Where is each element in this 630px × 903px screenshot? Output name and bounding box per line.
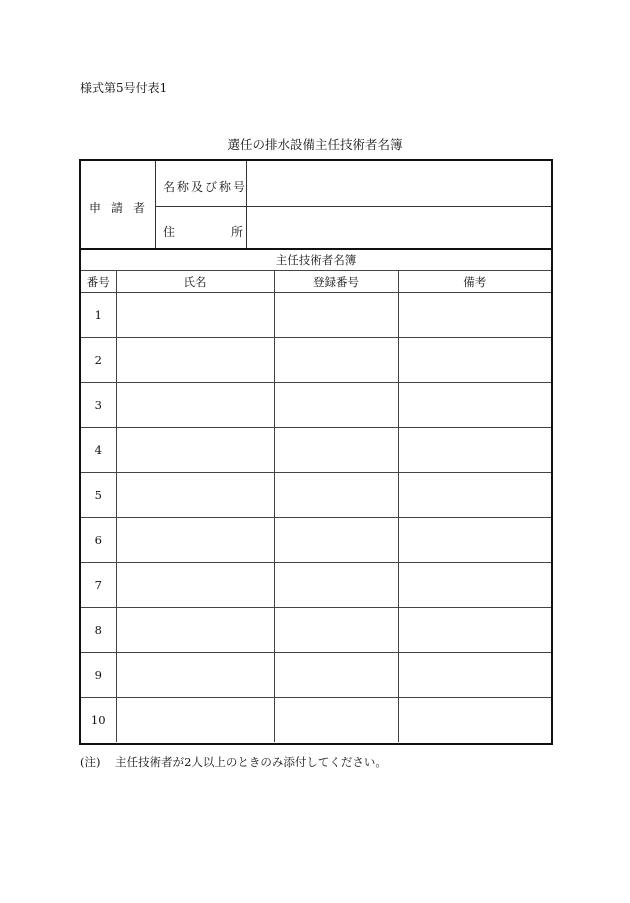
document-title: 選任の排水設備主任技術者名簿 bbox=[227, 137, 403, 152]
registration-cell[interactable] bbox=[274, 383, 398, 428]
registration-cell[interactable] bbox=[274, 428, 398, 473]
name-cell[interactable] bbox=[116, 698, 274, 743]
column-header-name: 氏名 bbox=[116, 271, 274, 293]
divider bbox=[156, 206, 551, 207]
applicant-box bbox=[79, 159, 553, 250]
remarks-cell[interactable] bbox=[398, 293, 551, 338]
divider bbox=[246, 161, 247, 248]
applicant-label: 申請者 bbox=[89, 201, 156, 215]
table-row bbox=[81, 428, 551, 473]
remarks-cell[interactable] bbox=[398, 383, 551, 428]
table-row bbox=[81, 698, 551, 743]
row-number: 9 bbox=[81, 653, 116, 698]
name-cell[interactable] bbox=[116, 473, 274, 518]
row-number: 3 bbox=[81, 383, 116, 428]
registration-cell[interactable] bbox=[274, 653, 398, 698]
table-row bbox=[81, 473, 551, 518]
column-header-number: 番号 bbox=[81, 271, 116, 293]
row-number: 8 bbox=[81, 608, 116, 653]
row-number: 5 bbox=[81, 473, 116, 518]
table-row bbox=[81, 608, 551, 653]
name-cell[interactable] bbox=[116, 293, 274, 338]
address-label-right: 所 bbox=[230, 225, 243, 239]
row-number: 2 bbox=[81, 338, 116, 383]
footnote-prefix: (注) bbox=[80, 755, 101, 769]
table-row bbox=[81, 518, 551, 563]
name-cell[interactable] bbox=[116, 383, 274, 428]
column-header-registration: 登録番号 bbox=[274, 271, 398, 293]
name-label: 名称及び称号 bbox=[163, 180, 248, 194]
address-label bbox=[163, 223, 243, 240]
name-cell[interactable] bbox=[116, 518, 274, 563]
register-table bbox=[79, 250, 553, 745]
name-cell[interactable] bbox=[116, 653, 274, 698]
row-number: 4 bbox=[81, 428, 116, 473]
footnote-text: 主任技術者が2人以上のときのみ添付してください。 bbox=[115, 755, 387, 769]
remarks-cell[interactable] bbox=[398, 698, 551, 743]
remarks-cell[interactable] bbox=[398, 563, 551, 608]
name-cell[interactable] bbox=[116, 428, 274, 473]
name-cell[interactable] bbox=[116, 338, 274, 383]
address-label-left: 住 bbox=[163, 225, 176, 239]
registration-cell[interactable] bbox=[274, 293, 398, 338]
name-cell[interactable] bbox=[116, 608, 274, 653]
row-number: 10 bbox=[81, 698, 116, 743]
remarks-cell[interactable] bbox=[398, 653, 551, 698]
name-cell[interactable] bbox=[116, 563, 274, 608]
table-row bbox=[81, 383, 551, 428]
registration-cell[interactable] bbox=[274, 608, 398, 653]
remarks-cell[interactable] bbox=[398, 473, 551, 518]
remarks-cell[interactable] bbox=[398, 518, 551, 563]
table-row bbox=[81, 653, 551, 698]
form-number: 様式第5号付表1 bbox=[80, 81, 168, 95]
table-row bbox=[81, 293, 551, 338]
row-number: 6 bbox=[81, 518, 116, 563]
registration-cell[interactable] bbox=[274, 518, 398, 563]
divider bbox=[155, 161, 156, 248]
register-title: 主任技術者名簿 bbox=[81, 250, 551, 271]
remarks-cell[interactable] bbox=[398, 338, 551, 383]
registration-cell[interactable] bbox=[274, 473, 398, 518]
registration-cell[interactable] bbox=[274, 563, 398, 608]
footnote bbox=[80, 754, 387, 770]
column-header-remarks: 備考 bbox=[398, 271, 551, 293]
registration-cell[interactable] bbox=[274, 338, 398, 383]
remarks-cell[interactable] bbox=[398, 428, 551, 473]
table-row bbox=[81, 563, 551, 608]
table-row bbox=[81, 338, 551, 383]
registration-cell[interactable] bbox=[274, 698, 398, 743]
row-number: 7 bbox=[81, 563, 116, 608]
row-number: 1 bbox=[81, 293, 116, 338]
remarks-cell[interactable] bbox=[398, 608, 551, 653]
